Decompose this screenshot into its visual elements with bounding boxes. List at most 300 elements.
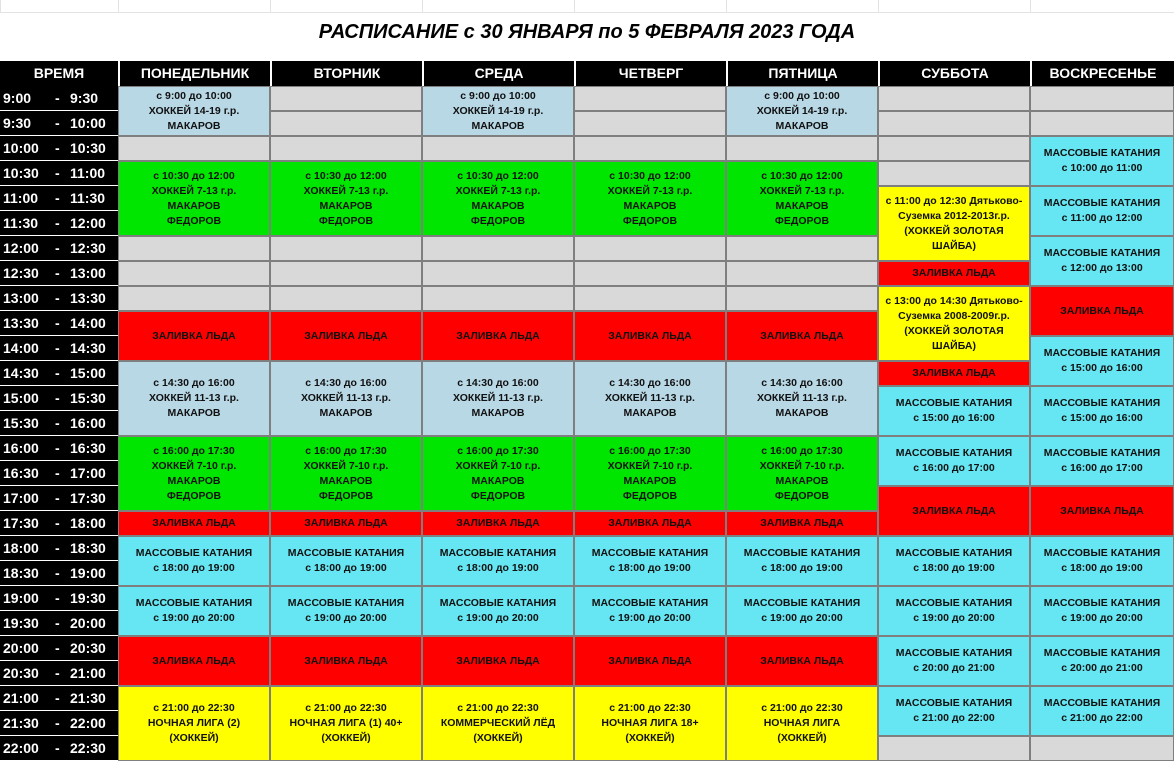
time-end: 15:00 <box>70 365 106 381</box>
cell-text-line: МАКАРОВ <box>775 119 829 132</box>
hockey-session-cell-monday <box>118 361 270 436</box>
public-skating-cell-sunday <box>1030 686 1174 736</box>
cell-text-line: ЗАЛИВКА ЛЬДА <box>608 517 692 529</box>
cell-text-line: МАССОВЫЕ КАТАНИЯ <box>1043 147 1161 159</box>
cell-text-line: с 21:00 до 22:30 <box>305 702 387 714</box>
empty-slot-wednesday <box>422 286 574 311</box>
cell-text-line: с 18:00 до 19:00 <box>305 562 387 574</box>
ice-resurfacing-cell-tuesday <box>270 636 422 686</box>
time-dash: - <box>55 215 60 231</box>
time-dash: - <box>55 690 60 706</box>
empty-slot-monday <box>118 261 270 286</box>
cell-text-line: с 20:00 до 21:00 <box>913 662 995 674</box>
cell-text-line: МАССОВЫЕ КАТАНИЯ <box>1043 447 1161 459</box>
cell-text-line: ХОККЕЙ 7-10 г.р. <box>759 459 845 472</box>
cell-text-line: ХОККЕЙ 11-13 г.р. <box>605 392 695 404</box>
cell-text-line: МАССОВЫЕ КАТАНИЯ <box>743 597 861 609</box>
empty-slot-thursday <box>574 286 726 311</box>
hockey-session-cell-monday <box>118 436 270 511</box>
cell-text-line: (ХОККЕЙ ЗОЛОТАЯ <box>904 224 1004 237</box>
time-slot <box>0 236 118 261</box>
time-start: 12:00 <box>3 240 39 256</box>
time-end: 12:00 <box>70 215 106 231</box>
empty-slot-monday <box>118 236 270 261</box>
header-sunday: ВОСКРЕСЕНЬЕ <box>1030 61 1174 86</box>
time-start: 15:30 <box>3 415 39 431</box>
cell-text-line: с 21:00 до 22:00 <box>1061 712 1143 724</box>
time-start: 14:00 <box>3 340 39 356</box>
cell-text-line: ЗАЛИВКА ЛЬДА <box>760 654 844 667</box>
cell-text-line: ХОККЕЙ 14-19 г.р. <box>148 104 240 117</box>
cell-text-line: ФЕДОРОВ <box>774 214 830 227</box>
empty-slot-tuesday <box>270 236 422 261</box>
time-start: 9:30 <box>3 115 32 131</box>
time-dash: - <box>55 90 60 106</box>
empty-slot-tuesday <box>270 286 422 311</box>
cell-text-line: МАКАРОВ <box>167 407 221 419</box>
cell-text-line: ФЕДОРОВ <box>774 489 830 502</box>
empty-slot-tuesday <box>270 136 422 161</box>
cell-text-line: с 14:30 до 16:00 <box>153 377 235 389</box>
empty-slot-thursday <box>574 136 726 161</box>
cell-text-line: МАССОВЫЕ КАТАНИЯ <box>1043 247 1161 259</box>
time-end: 10:30 <box>70 140 106 156</box>
time-end: 17:30 <box>70 490 106 506</box>
public-skating-cell-sunday <box>1030 386 1174 436</box>
time-dash: - <box>55 290 60 306</box>
ice-resurfacing-cell-monday <box>118 511 270 536</box>
time-start: 13:00 <box>3 290 39 306</box>
time-slot <box>0 561 118 586</box>
cell-text-line: ЗАЛИВКА ЛЬДА <box>760 329 844 342</box>
cell-text-line: с 14:30 до 16:00 <box>457 377 539 389</box>
hockey-session-cell-thursday <box>574 686 726 761</box>
cell-text-line: МАКАРОВ <box>471 474 525 487</box>
time-start: 10:30 <box>3 165 39 181</box>
cell-text-line: МАССОВЫЕ КАТАНИЯ <box>743 547 861 559</box>
empty-slot-sunday <box>1030 111 1174 136</box>
time-end: 22:30 <box>70 740 106 756</box>
time-slot <box>0 636 118 661</box>
time-end: 17:00 <box>70 465 106 481</box>
time-dash: - <box>55 140 60 156</box>
cell-text-line: ЗАЛИВКА ЛЬДА <box>152 654 236 667</box>
time-start: 13:30 <box>3 315 39 331</box>
cell-text-line: с 16:00 до 17:30 <box>609 444 691 457</box>
time-start: 19:30 <box>3 615 39 631</box>
empty-slot-thursday <box>574 236 726 261</box>
cell-text-line: МАССОВЫЕ КАТАНИЯ <box>895 597 1013 609</box>
time-end: 19:30 <box>70 590 106 606</box>
time-slot <box>0 586 118 611</box>
time-start: 11:00 <box>3 190 39 206</box>
empty-slot-tuesday <box>270 111 422 136</box>
empty-slot-thursday <box>574 261 726 286</box>
time-start: 18:00 <box>3 540 39 556</box>
cell-text-line: с 21:00 до 22:30 <box>609 702 691 714</box>
time-start: 16:00 <box>3 440 39 456</box>
time-dash: - <box>55 465 60 481</box>
hockey-session-cell-saturday <box>878 186 1030 261</box>
time-start: 18:30 <box>3 565 39 581</box>
cell-text-line: (ХОККЕЙ ЗОЛОТАЯ <box>904 324 1004 337</box>
cell-text-line: ЗАЛИВКА ЛЬДА <box>456 329 540 342</box>
cell-text-line: с 10:30 до 12:00 <box>609 169 691 182</box>
cell-text-line: с 14:30 до 16:00 <box>609 377 691 389</box>
time-dash: - <box>55 590 60 606</box>
cell-text-line: ХОККЕЙ 14-19 г.р. <box>756 104 848 117</box>
cell-text-line: МАССОВЫЕ КАТАНИЯ <box>591 597 709 609</box>
public-skating-cell-saturday <box>878 636 1030 686</box>
cell-text-line: Суземка 2008-2009г.р. <box>898 309 1010 322</box>
time-start: 9:00 <box>3 90 32 106</box>
time-slot <box>0 511 118 536</box>
time-dash: - <box>55 615 60 631</box>
cell-text-line: с 21:00 до 22:30 <box>153 702 235 714</box>
time-end: 15:30 <box>70 390 106 406</box>
time-start: 21:00 <box>3 690 39 706</box>
cell-text-line: с 19:00 до 20:00 <box>153 612 235 624</box>
ice-resurfacing-cell-sunday <box>1030 286 1174 336</box>
cell-text-line: ЗАЛИВКА ЛЬДА <box>456 517 540 529</box>
cell-text-line: ФЕДОРОВ <box>318 489 374 502</box>
ice-resurfacing-cell-thursday <box>574 511 726 536</box>
time-slot <box>0 436 118 461</box>
public-skating-cell-monday <box>118 586 270 636</box>
time-end: 10:00 <box>70 115 106 131</box>
cell-text-line: с 11:00 до 12:30 Дятьково- <box>885 194 1023 207</box>
public-skating-cell-tuesday <box>270 586 422 636</box>
time-slot <box>0 136 118 161</box>
empty-slot-friday <box>726 286 878 311</box>
empty-slot-wednesday <box>422 261 574 286</box>
time-dash: - <box>55 665 60 681</box>
time-end: 14:00 <box>70 315 106 331</box>
cell-text-line: с 19:00 до 20:00 <box>1061 612 1143 624</box>
cell-text-line: с 16:00 до 17:30 <box>153 444 235 457</box>
header-friday: ПЯТНИЦА <box>726 61 878 86</box>
ice-resurfacing-cell-tuesday <box>270 511 422 536</box>
empty-slot-thursday <box>574 86 726 111</box>
cell-text-line: МАССОВЫЕ КАТАНИЯ <box>1043 547 1161 559</box>
time-slot <box>0 286 118 311</box>
cell-text-line: МАКАРОВ <box>471 119 525 132</box>
time-end: 16:30 <box>70 440 106 456</box>
time-dash: - <box>55 490 60 506</box>
header-thursday: ЧЕТВЕРГ <box>574 61 726 86</box>
time-slot <box>0 86 118 111</box>
time-start: 14:30 <box>3 365 39 381</box>
cell-text-line: МАССОВЫЕ КАТАНИЯ <box>1043 597 1161 609</box>
time-end: 14:30 <box>70 340 106 356</box>
cell-text-line: ХОККЕЙ 7-13 г.р. <box>151 184 237 197</box>
ice-resurfacing-cell-thursday <box>574 311 726 361</box>
cell-text-line: МАКАРОВ <box>167 474 221 487</box>
cell-text-line: ХОККЕЙ 7-13 г.р. <box>759 184 845 197</box>
cell-text-line: с 10:30 до 12:00 <box>457 169 539 182</box>
ice-resurfacing-cell-sunday <box>1030 486 1174 536</box>
cell-text-line: ФЕДОРОВ <box>470 214 526 227</box>
time-slot <box>0 336 118 361</box>
time-end: 21:00 <box>70 665 106 681</box>
time-start: 16:30 <box>3 465 39 481</box>
cell-text-line: ЗАЛИВКА ЛЬДА <box>912 504 996 517</box>
time-slot <box>0 461 118 486</box>
cell-text-line: МАКАРОВ <box>471 199 525 212</box>
hockey-session-cell-wednesday <box>422 361 574 436</box>
hockey-session-cell-thursday <box>574 436 726 511</box>
cell-text-line: (ХОККЕЙ) <box>321 732 371 744</box>
cell-text-line: ХОККЕЙ 7-13 г.р. <box>303 184 389 197</box>
cell-text-line: с 21:00 до 22:00 <box>913 712 995 724</box>
cell-text-line: с 16:00 до 17:30 <box>761 444 843 457</box>
cell-text-line: ХОККЕЙ 14-19 г.р. <box>452 104 544 117</box>
cell-text-line: с 12:00 до 13:00 <box>1061 262 1143 274</box>
cell-text-line: МАССОВЫЕ КАТАНИЯ <box>1043 647 1161 659</box>
ice-resurfacing-cell-monday <box>118 311 270 361</box>
time-dash: - <box>55 415 60 431</box>
cell-text-line: МАССОВЫЕ КАТАНИЯ <box>895 397 1013 409</box>
empty-slot-friday <box>726 261 878 286</box>
cell-text-line: ХОККЕЙ 11-13 г.р. <box>757 392 847 404</box>
public-skating-cell-tuesday <box>270 536 422 586</box>
time-dash: - <box>55 565 60 581</box>
ice-resurfacing-cell-monday <box>118 636 270 686</box>
time-slot <box>0 736 118 761</box>
cell-text-line: ХОККЕЙ 11-13 г.р. <box>301 392 391 404</box>
cell-text-line: МАССОВЫЕ КАТАНИЯ <box>287 597 405 609</box>
cell-text-line: с 10:30 до 12:00 <box>153 169 235 182</box>
cell-text-line: МАКАРОВ <box>319 407 373 419</box>
time-slot <box>0 711 118 736</box>
cell-text-line: с 18:00 до 19:00 <box>609 562 691 574</box>
public-skating-cell-sunday <box>1030 436 1174 486</box>
cell-text-line: с 10:30 до 12:00 <box>305 169 387 182</box>
cell-text-line: МАКАРОВ <box>775 474 829 487</box>
cell-text-line: с 15:00 до 16:00 <box>913 412 995 424</box>
cell-text-line: МАССОВЫЕ КАТАНИЯ <box>287 547 405 559</box>
cell-text-line: МАКАРОВ <box>319 474 373 487</box>
time-dash: - <box>55 440 60 456</box>
hockey-session-cell-thursday <box>574 361 726 436</box>
empty-slot-sunday <box>1030 736 1174 761</box>
cell-text-line: ЗАЛИВКА ЛЬДА <box>912 367 996 379</box>
time-dash: - <box>55 740 60 756</box>
cell-text-line: с 20:00 до 21:00 <box>1061 662 1143 674</box>
time-end: 19:00 <box>70 565 106 581</box>
header-saturday: СУББОТА <box>878 61 1030 86</box>
cell-text-line: с 13:00 до 14:30 Дятьково- <box>885 294 1023 307</box>
time-slot <box>0 311 118 336</box>
time-start: 12:30 <box>3 265 39 281</box>
empty-slot-saturday <box>878 736 1030 761</box>
cell-text-line: (ХОККЕЙ) <box>625 732 675 744</box>
ice-resurfacing-cell-tuesday <box>270 311 422 361</box>
empty-slot-saturday <box>878 111 1030 136</box>
time-dash: - <box>55 265 60 281</box>
public-skating-cell-sunday <box>1030 586 1174 636</box>
time-end: 18:30 <box>70 540 106 556</box>
cell-text-line: ЗАЛИВКА ЛЬДА <box>1060 304 1144 317</box>
cell-text-line: МАКАРОВ <box>623 199 677 212</box>
ice-resurfacing-cell-saturday <box>878 486 1030 536</box>
cell-text-line: ЗАЛИВКА ЛЬДА <box>1060 504 1144 517</box>
time-dash: - <box>55 115 60 131</box>
schedule-table <box>0 61 1174 761</box>
time-start: 17:30 <box>3 515 39 531</box>
cell-text-line: ЗАЛИВКА ЛЬДА <box>760 517 844 529</box>
public-skating-cell-friday <box>726 586 878 636</box>
ice-resurfacing-cell-wednesday <box>422 636 574 686</box>
header-time: ВРЕМЯ <box>0 61 118 86</box>
cell-text-line: ЗАЛИВКА ЛЬДА <box>456 654 540 667</box>
cell-text-line: с 14:30 до 16:00 <box>305 377 387 389</box>
public-skating-cell-friday <box>726 536 878 586</box>
public-skating-cell-wednesday <box>422 586 574 636</box>
empty-slot-saturday <box>878 136 1030 161</box>
public-skating-cell-saturday <box>878 536 1030 586</box>
cell-text-line: с 16:00 до 17:00 <box>1061 462 1143 474</box>
ice-resurfacing-cell-saturday <box>878 261 1030 286</box>
cell-text-line: МАКАРОВ <box>775 407 829 419</box>
time-start: 10:00 <box>3 140 39 156</box>
cell-text-line: (ХОККЕЙ) <box>169 732 219 744</box>
empty-slot-wednesday <box>422 136 574 161</box>
time-start: 19:00 <box>3 590 39 606</box>
public-skating-cell-saturday <box>878 436 1030 486</box>
cell-text-line: с 14:30 до 16:00 <box>761 377 843 389</box>
hockey-session-cell-wednesday <box>422 161 574 236</box>
time-end: 18:00 <box>70 515 106 531</box>
cell-text-line: ФЕДОРОВ <box>318 214 374 227</box>
cell-text-line: НОЧНАЯ ЛИГА (2) <box>147 717 241 729</box>
cell-text-line: ШАЙБА) <box>932 239 976 252</box>
time-slot <box>0 261 118 286</box>
cell-text-line: ЗАЛИВКА ЛЬДА <box>304 329 388 342</box>
time-dash: - <box>55 315 60 331</box>
time-dash: - <box>55 165 60 181</box>
time-start: 21:30 <box>3 715 39 731</box>
cell-text-line: МАКАРОВ <box>319 199 373 212</box>
cell-text-line: МАССОВЫЕ КАТАНИЯ <box>895 547 1013 559</box>
time-start: 22:00 <box>3 740 39 756</box>
time-end: 22:00 <box>70 715 106 731</box>
cell-text-line: МАССОВЫЕ КАТАНИЯ <box>1043 697 1161 709</box>
cell-text-line: с 15:00 до 16:00 <box>1061 412 1143 424</box>
cell-text-line: МАССОВЫЕ КАТАНИЯ <box>591 547 709 559</box>
time-slot <box>0 686 118 711</box>
ice-resurfacing-cell-wednesday <box>422 311 574 361</box>
time-end: 16:00 <box>70 415 106 431</box>
cell-text-line: МАКАРОВ <box>167 119 221 132</box>
public-skating-cell-sunday <box>1030 236 1174 286</box>
hockey-session-cell-friday <box>726 436 878 511</box>
cell-text-line: с 18:00 до 19:00 <box>761 562 843 574</box>
empty-slot-tuesday <box>270 261 422 286</box>
cell-text-line: КОММЕРЧЕСКИЙ ЛЁД <box>440 717 556 729</box>
cell-text-line: с 19:00 до 20:00 <box>305 612 387 624</box>
ice-resurfacing-cell-saturday <box>878 361 1030 386</box>
hockey-session-cell-monday <box>118 161 270 236</box>
cell-text-line: Суземка 2012-2013г.р. <box>898 209 1010 222</box>
hockey-session-cell-saturday <box>878 286 1030 361</box>
cell-text-line: с 21:00 до 22:30 <box>761 702 843 714</box>
ice-resurfacing-cell-friday <box>726 511 878 536</box>
cell-text-line: с 18:00 до 19:00 <box>153 562 235 574</box>
public-skating-cell-sunday <box>1030 536 1174 586</box>
time-end: 13:30 <box>70 290 106 306</box>
hockey-session-cell-wednesday <box>422 686 574 761</box>
hockey-session-cell-thursday <box>574 161 726 236</box>
time-dash: - <box>55 715 60 731</box>
cell-text-line: ЗАЛИВКА ЛЬДА <box>152 517 236 529</box>
cell-text-line: МАССОВЫЕ КАТАНИЯ <box>1043 347 1161 359</box>
cell-text-line: с 9:00 до 10:00 <box>764 89 840 102</box>
time-dash: - <box>55 240 60 256</box>
time-dash: - <box>55 190 60 206</box>
time-slot <box>0 186 118 211</box>
cell-text-line: ХОККЕЙ 11-13 г.р. <box>149 392 239 404</box>
time-dash: - <box>55 365 60 381</box>
hockey-session-cell-tuesday <box>270 686 422 761</box>
public-skating-cell-sunday <box>1030 336 1174 386</box>
cell-text-line: с 18:00 до 19:00 <box>913 562 995 574</box>
cell-text-line: ЗАЛИВКА ЛЬДА <box>304 654 388 667</box>
cell-text-line: МАКАРОВ <box>471 407 525 419</box>
cell-text-line: ФЕДОРОВ <box>622 489 678 502</box>
empty-slot-friday <box>726 136 878 161</box>
public-skating-cell-saturday <box>878 386 1030 436</box>
cell-text-line: МАССОВЫЕ КАТАНИЯ <box>1043 197 1161 209</box>
time-end: 20:00 <box>70 615 106 631</box>
hockey-session-cell-friday <box>726 361 878 436</box>
empty-slot-friday <box>726 236 878 261</box>
time-start: 11:30 <box>3 215 39 231</box>
time-dash: - <box>55 515 60 531</box>
hockey-session-cell-tuesday <box>270 361 422 436</box>
cell-text-line: МАССОВЫЕ КАТАНИЯ <box>439 597 557 609</box>
time-slot <box>0 411 118 436</box>
ice-resurfacing-cell-friday <box>726 311 878 361</box>
time-start: 15:00 <box>3 390 39 406</box>
time-end: 21:30 <box>70 690 106 706</box>
cell-text-line: с 16:00 до 17:30 <box>305 444 387 457</box>
cell-text-line: с 19:00 до 20:00 <box>761 612 843 624</box>
cell-text-line: ФЕДОРОВ <box>622 214 678 227</box>
hockey-session-cell-friday <box>726 686 878 761</box>
cell-text-line: ЗАЛИВКА ЛЬДА <box>912 267 996 279</box>
public-skating-cell-thursday <box>574 536 726 586</box>
cell-text-line: ХОККЕЙ 7-10 г.р. <box>151 459 237 472</box>
cell-text-line: с 10:00 до 11:00 <box>1061 162 1143 174</box>
cell-text-line: с 15:00 до 16:00 <box>1061 362 1143 374</box>
cell-text-line: ХОККЕЙ 7-10 г.р. <box>303 459 389 472</box>
cell-text-line: ХОККЕЙ 7-13 г.р. <box>607 184 693 197</box>
empty-slot-tuesday <box>270 86 422 111</box>
cell-text-line: МАКАРОВ <box>623 407 677 419</box>
time-slot <box>0 111 118 136</box>
public-skating-cell-sunday <box>1030 636 1174 686</box>
time-slot <box>0 486 118 511</box>
time-end: 9:30 <box>70 90 99 106</box>
time-slot <box>0 161 118 186</box>
cell-text-line: НОЧНАЯ ЛИГА <box>763 717 841 729</box>
cell-text-line: ШАЙБА) <box>932 339 976 352</box>
empty-slot-monday <box>118 136 270 161</box>
cell-text-line: с 16:00 до 17:00 <box>913 462 995 474</box>
cell-text-line: МАССОВЫЕ КАТАНИЯ <box>895 447 1013 459</box>
cell-text-line: с 19:00 до 20:00 <box>609 612 691 624</box>
